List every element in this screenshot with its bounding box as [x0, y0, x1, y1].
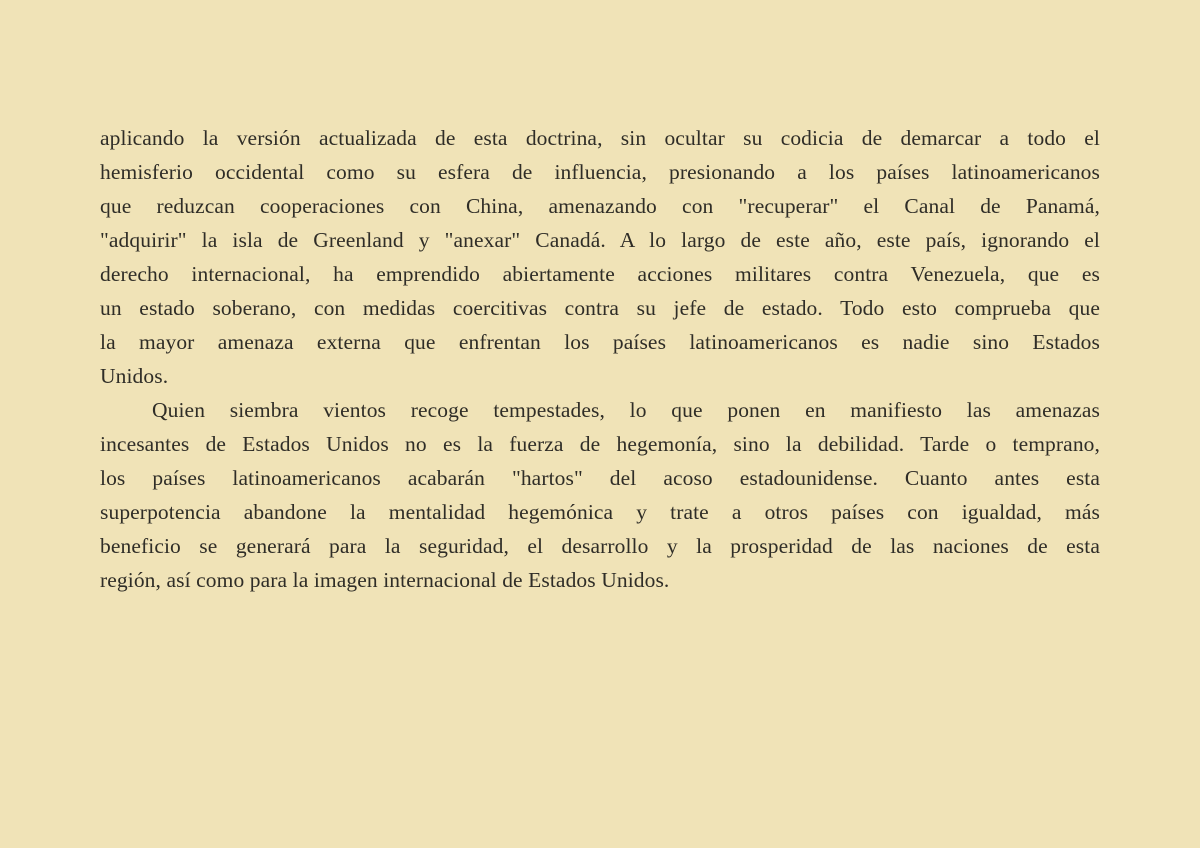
- text-line: beneficio se generará para la seguridad, el desarrollo y la prosperidad de las naciones de esta: [100, 534, 1100, 558]
- text-line: Unidos.: [100, 364, 169, 388]
- text-line: "adquirir" la isla de Greenland y "anexar" Canadá. A lo largo de este año, este país, ignorando el: [100, 228, 1100, 252]
- text-line: un estado soberano, con medidas coercitivas contra su jefe de estado. Todo esto comprueba que: [100, 296, 1100, 320]
- text-line: incesantes de Estados Unidos no es la fuerza de hegemonía, sino la debilidad. Tarde o temprano,: [100, 432, 1100, 456]
- paragraph-1: [100, 121, 1100, 393]
- text-line: la mayor amenaza externa que enfrentan los países latinoamericanos es nadie sino Estados: [100, 330, 1100, 354]
- text-line: que reduzcan cooperaciones con China, amenazando con "recuperar" el Canal de Panamá,: [100, 194, 1100, 218]
- text-line: superpotencia abandone la mentalidad hegemónica y trate a otros países con igualdad, más: [100, 500, 1100, 524]
- text-line: hemisferio occidental como su esfera de influencia, presionando a los países latinoamericanos: [100, 160, 1100, 184]
- document-text: [100, 121, 1100, 597]
- text-line: derecho internacional, ha emprendido abiertamente acciones militares contra Venezuela, que es: [100, 262, 1100, 286]
- text-line: aplicando la versión actualizada de esta doctrina, sin ocultar su codicia de demarcar a todo el: [100, 126, 1100, 150]
- paragraph-2: [100, 393, 1100, 597]
- text-line: los países latinoamericanos acabarán "hartos" del acoso estadounidense. Cuanto antes esta: [100, 466, 1100, 490]
- text-line: región, así como para la imagen internacional de Estados Unidos.: [100, 568, 670, 592]
- text-line: Quien siembra vientos recoge tempestades, lo que ponen en manifiesto las amenazas: [152, 398, 1100, 422]
